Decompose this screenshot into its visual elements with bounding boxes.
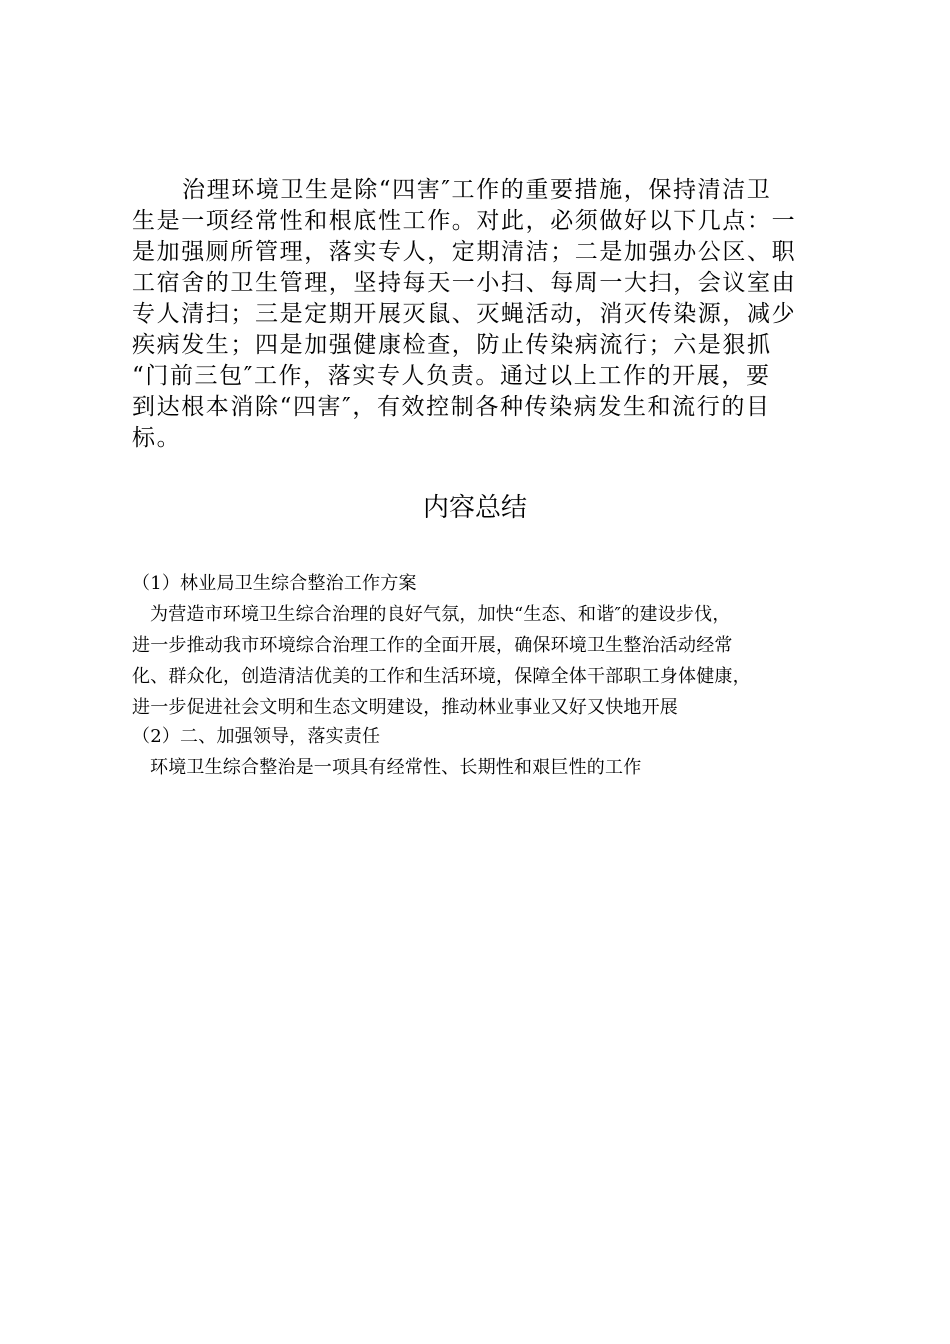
paragraph-line: “门前三包″工作，落实专人负责。通过以上工作的开展，要 <box>132 363 771 389</box>
summary-heading: （1）林业局卫生综合整治工作方案 <box>132 573 417 594</box>
summary-title: 内容总结 <box>422 493 527 523</box>
paragraph-line: 是加强厕所管理，落实专人，定期清洁；二是加强办公区、职 <box>132 239 797 265</box>
summary-line: 环境卫生综合整治是一项具有经常性、长期性和艰巨性的工作 <box>150 757 642 778</box>
summary-heading: （2）二、加强领导，落实责任 <box>132 726 381 747</box>
paragraph-line: 标。 <box>132 425 182 451</box>
paragraph-line: 专人清扫；三是定期开展灭鼠、灭蝇活动，消灭传染源，减少 <box>132 301 797 327</box>
summary-line: 进一步推动我市环境综合治理工作的全面开展，确保环境卫生整治活动经常 <box>132 635 733 656</box>
paragraph-line: 到达根本消除“四害″，有效控制各种传染病发生和流行的目 <box>132 394 771 420</box>
summary-line: 化、群众化，创造清洁优美的工作和生活环境，保障全体干部职工身体健康， <box>132 666 751 687</box>
paragraph-line: 疾病发生；四是加强健康检查，防止传染病流行；六是狠抓 <box>132 332 772 358</box>
paragraph-line: 工宿舍的卫生管理，坚持每天一小扫、每周一大扫，会议室由 <box>132 270 797 296</box>
summary-line: 为营造市环境卫生综合治理的良好气氛，加快“生态、和谐″的建设步伐， <box>150 604 731 625</box>
paragraph-line: 治理环境卫生是除“四害″工作的重要措施，保持清洁卫 <box>182 177 772 203</box>
paragraph-line: 生是一项经常性和根底性工作。对此，必须做好以下几点：一 <box>132 208 797 234</box>
summary-line: 进一步促进社会文明和生态文明建设，推动林业事业又好又快地开展 <box>132 697 678 718</box>
